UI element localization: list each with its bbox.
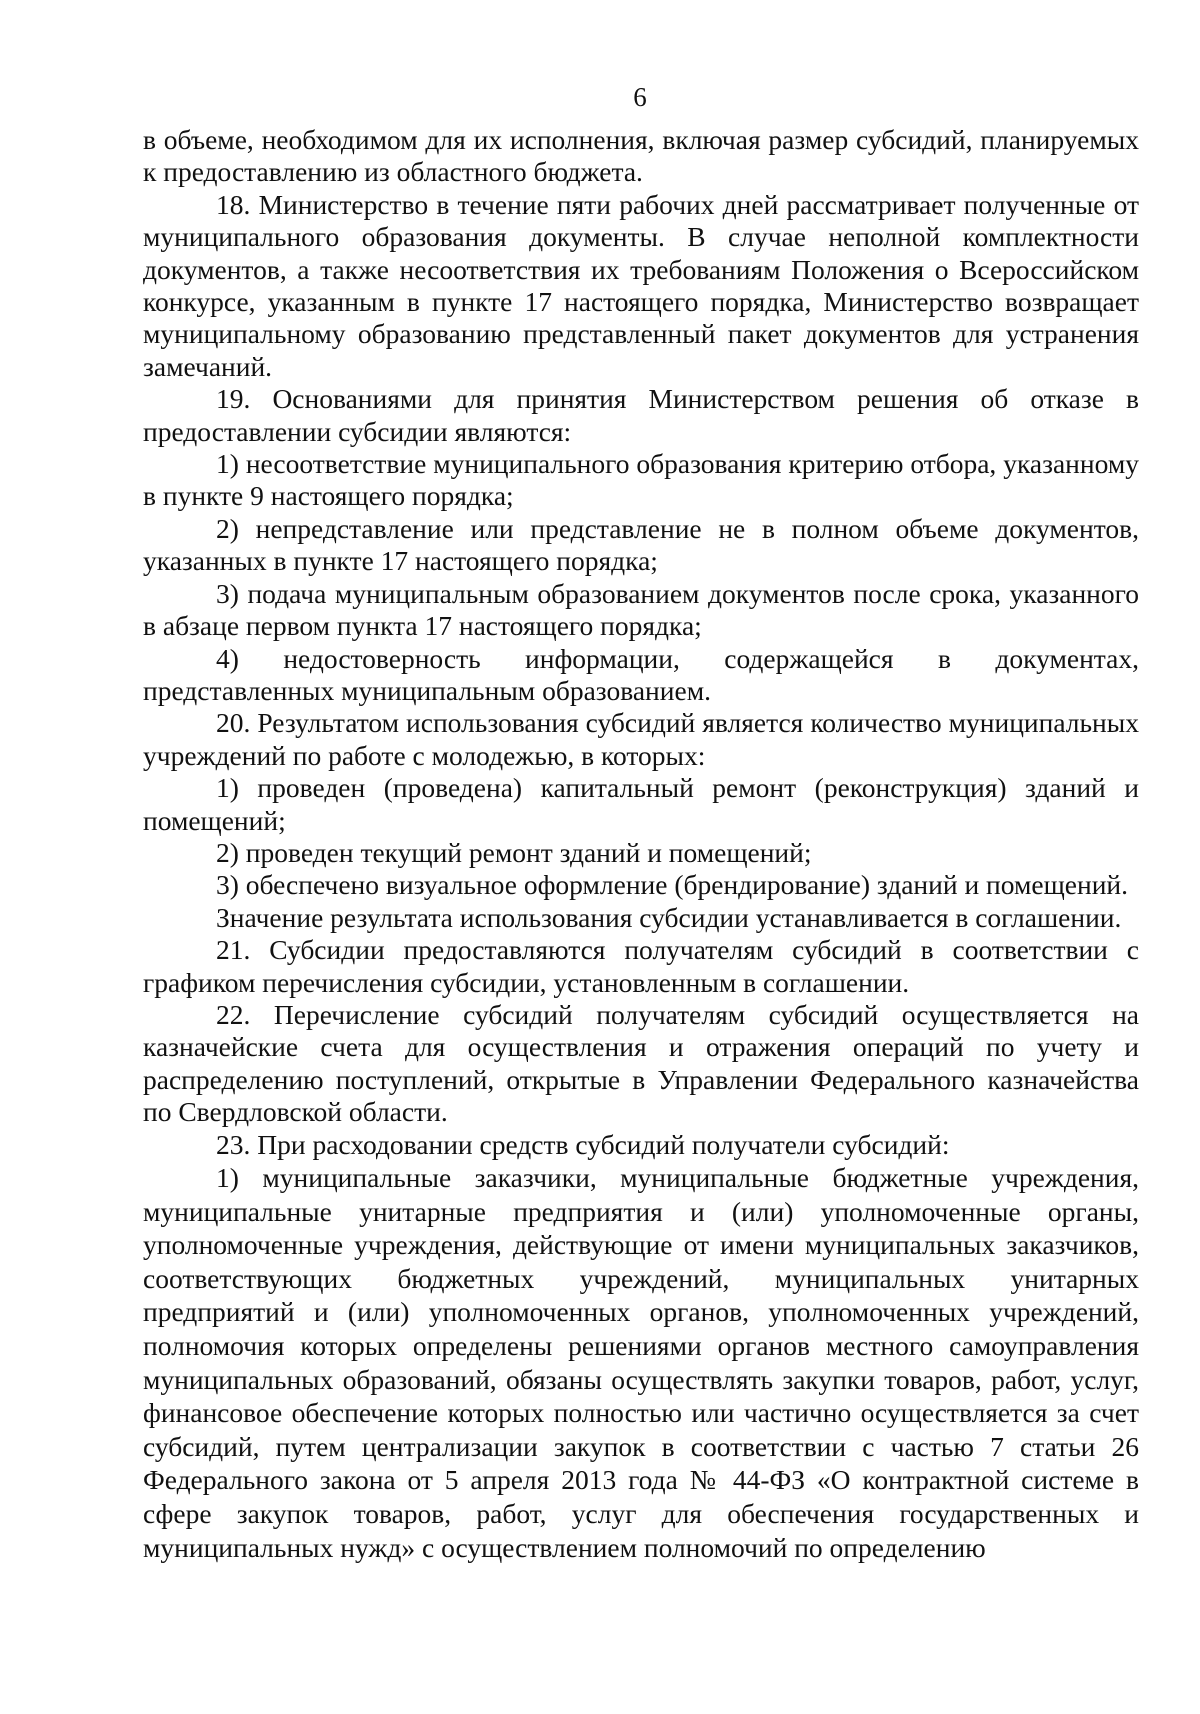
subitem-19-2: 2) непредставление или представление не в полном объеме документов, указанных в пункте 17 настоящего порядка;	[143, 512, 1139, 577]
paragraph-continuation: в объеме, необходимом для их исполнения, включая размер субсидий, планируемых к предоставлению из областного бюджета.	[143, 124, 1139, 188]
paragraph-item-22: 22. Перечисление субсидий получателям субсидий осуществляется на казначейские счета для осуществления и отражения операций по учету и распределению поступлений, открытые в Управлении Федерального казначейства по Свердловской области.	[143, 998, 1139, 1128]
paragraph-item-23: 23. При расходовании средств субсидий получатели субсидий:	[216, 1128, 950, 1160]
subitem-23-1: 1) муниципальные заказчики, муниципальные бюджетные учреждения, муниципальные унитарные предприятия и (или) уполномоченные органы, уполномоченные учреждения, действующие от имени муниципальных заказчиков, соответствующих бюджетных учреждений, муниципальных унитарных предприятий и (или) уполномоченных органов, уполномоченных учреждений, полномочия которых определены решениями органов местного самоуправления муниципальных образований, обязаны осуществлять закупки товаров, работ, услуг, финансовое обеспечение которых полностью или частично осуществляется за счет субсидий, путем централизации закупок в соответствии с частью 7 статьи 26 Федерального закона от 5 апреля 2013 года № 44-ФЗ «О контрактной системе в сфере закупок товаров, работ, услуг для обеспечения государственных и муниципальных нужд» с осуществлением полномочий по определению	[143, 1162, 1139, 1563]
subitem-19-4: 4) недостоверность информации, содержащейся в документах, представленных муниципальным образованием.	[143, 642, 1139, 706]
paragraph-item-20: 20. Результатом использования субсидий является количество муниципальных учреждений по работе с молодежью, в которых:	[143, 707, 1139, 771]
subitem-20-2: 2) проведен текущий ремонт зданий и помещений;	[216, 836, 812, 868]
paragraph-item-19: 19. Основаниями для принятия Министерством решения об отказе в предоставлении субсидии являются:	[143, 383, 1139, 447]
subitem-20-1: 1) проведен (проведена) капитальный ремонт (реконструкция) зданий и помещений;	[143, 772, 1139, 836]
subitem-20-3: 3) обеспечено визуальное оформление (брендирование) зданий и помещений.	[216, 869, 1129, 901]
document-body	[143, 124, 1139, 1564]
paragraph-item-18: 18. Министерство в течение пяти рабочих дней рассматривает полученные от муниципального образования документы. В случае неполной комплектности документов, а также несоответствия их требованиям Положения о Всероссийском конкурсе, указанным в пункте 17 настоящего порядка, Министерство возвращает муниципальному образованию представленный пакет документов для устранения замечаний.	[143, 188, 1139, 382]
paragraph-item-21: 21. Субсидии предоставляются получателям субсидий в соответствии с графиком перечисления субсидии, установленным в соглашении.	[143, 934, 1139, 998]
page-number: 6	[633, 82, 647, 112]
subitem-19-3: 3) подача муниципальным образованием документов после срока, указанного в абзаце первом пункта 17 настоящего порядка;	[143, 577, 1139, 642]
paragraph-result-value: Значение результата использования субсидии устанавливается в соглашении.	[216, 901, 1122, 933]
subitem-19-1: 1) несоответствие муниципального образования критерию отбора, указанному в пункте 9 настоящего порядка;	[143, 448, 1139, 512]
